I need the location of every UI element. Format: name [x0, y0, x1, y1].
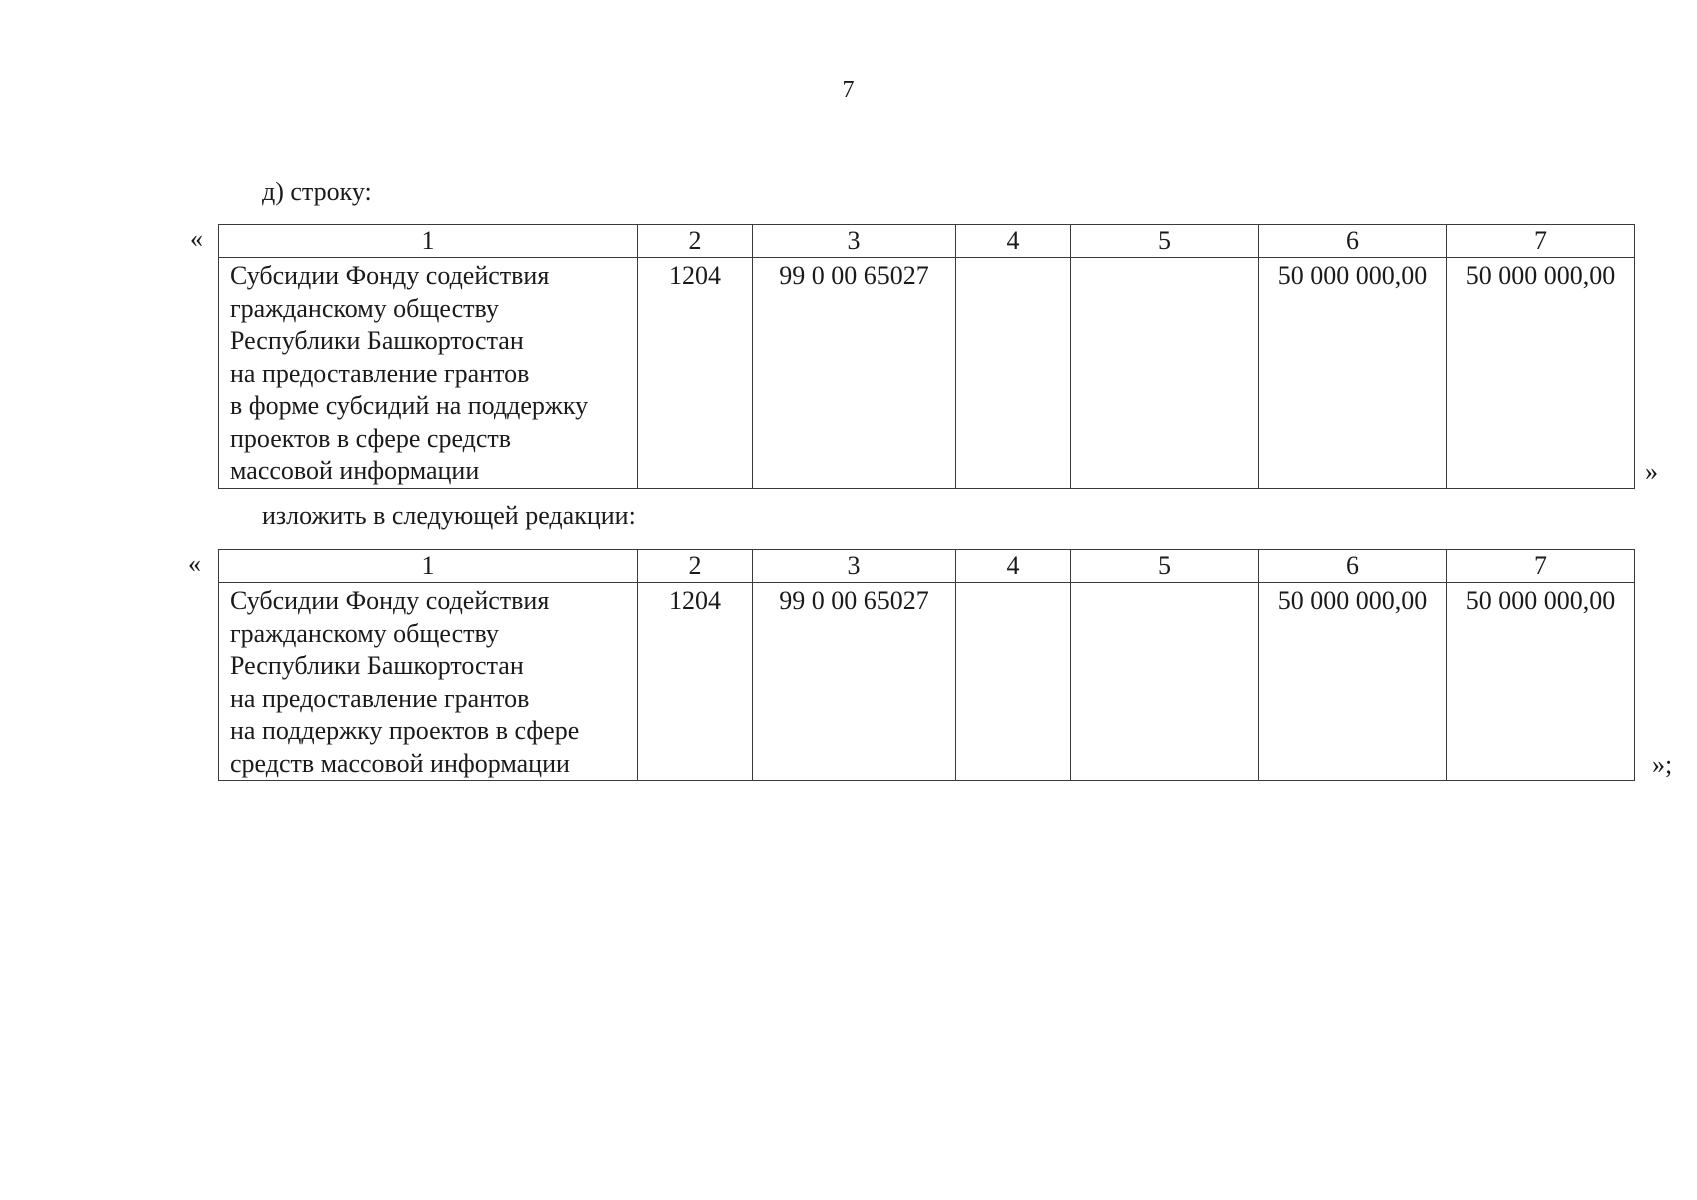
column-header-6: 6: [1259, 225, 1447, 258]
row-name: Субсидии Фонду содействия гражданскому обществу Республики Башкортостан на предоставление грантов в форме субсидий на поддержку проектов в сфере средств массовой информации: [230, 261, 589, 485]
amount-col7: 50 000 000,00: [1465, 586, 1616, 615]
table-header-row: [219, 225, 1635, 258]
column-header-2: 2: [638, 550, 753, 583]
amount-col6: 50 000 000,00: [1277, 261, 1428, 290]
section-intro: д) строку:: [262, 177, 372, 206]
column-header-3: 3: [753, 550, 956, 583]
amount-col7: 50 000 000,00: [1465, 261, 1616, 290]
section-cell: [638, 258, 753, 489]
column-header-5: 5: [1071, 550, 1259, 583]
column-header-7: 7: [1447, 550, 1635, 583]
column-header-7: 7: [1447, 225, 1635, 258]
column-header-4: 4: [956, 550, 1071, 583]
col5-value: [1071, 258, 1258, 260]
target-article-code: 99 0 00 65027: [779, 261, 929, 290]
open-quote-old: «: [190, 224, 203, 253]
new-row-table: [218, 549, 1635, 781]
row-name-cell: [219, 583, 638, 781]
col5-cell: [1071, 258, 1259, 489]
transition-text: изложить в следующей редакции:: [262, 501, 636, 530]
table-row: [219, 583, 1635, 781]
old-row-table: [218, 224, 1635, 489]
column-header-5: 5: [1071, 225, 1259, 258]
column-header-6: 6: [1259, 550, 1447, 583]
close-quote-new: »;: [1652, 750, 1673, 779]
open-quote-new: «: [188, 549, 201, 578]
close-quote-old: »: [1645, 457, 1658, 486]
col4-value: [956, 583, 1070, 585]
section-code: 1204: [669, 261, 721, 290]
section-code: 1204: [669, 586, 721, 615]
table-row: [219, 258, 1635, 489]
column-header-4: 4: [956, 225, 1071, 258]
col5-value: [1071, 583, 1258, 585]
table-header-row: [219, 550, 1635, 583]
col4-value: [956, 258, 1070, 260]
target-article-cell: [753, 583, 956, 781]
col4-cell: [956, 258, 1071, 489]
target-article-cell: [753, 258, 956, 489]
col7-cell: [1447, 583, 1635, 781]
section-cell: [638, 583, 753, 781]
col7-cell: [1447, 258, 1635, 489]
col6-cell: [1259, 583, 1447, 781]
target-article-code: 99 0 00 65027: [779, 586, 929, 615]
col5-cell: [1071, 583, 1259, 781]
row-name: Субсидии Фонду содействия гражданскому обществу Республики Башкортостан на предоставление грантов на поддержку проектов в сфере средств массовой информации: [230, 586, 580, 778]
col4-cell: [956, 583, 1071, 781]
column-header-1: 1: [219, 550, 638, 583]
col6-cell: [1259, 258, 1447, 489]
page-number: 7: [842, 77, 855, 103]
column-header-2: 2: [638, 225, 753, 258]
amount-col6: 50 000 000,00: [1277, 586, 1428, 615]
column-header-1: 1: [219, 225, 638, 258]
column-header-3: 3: [753, 225, 956, 258]
row-name-cell: [219, 258, 638, 489]
